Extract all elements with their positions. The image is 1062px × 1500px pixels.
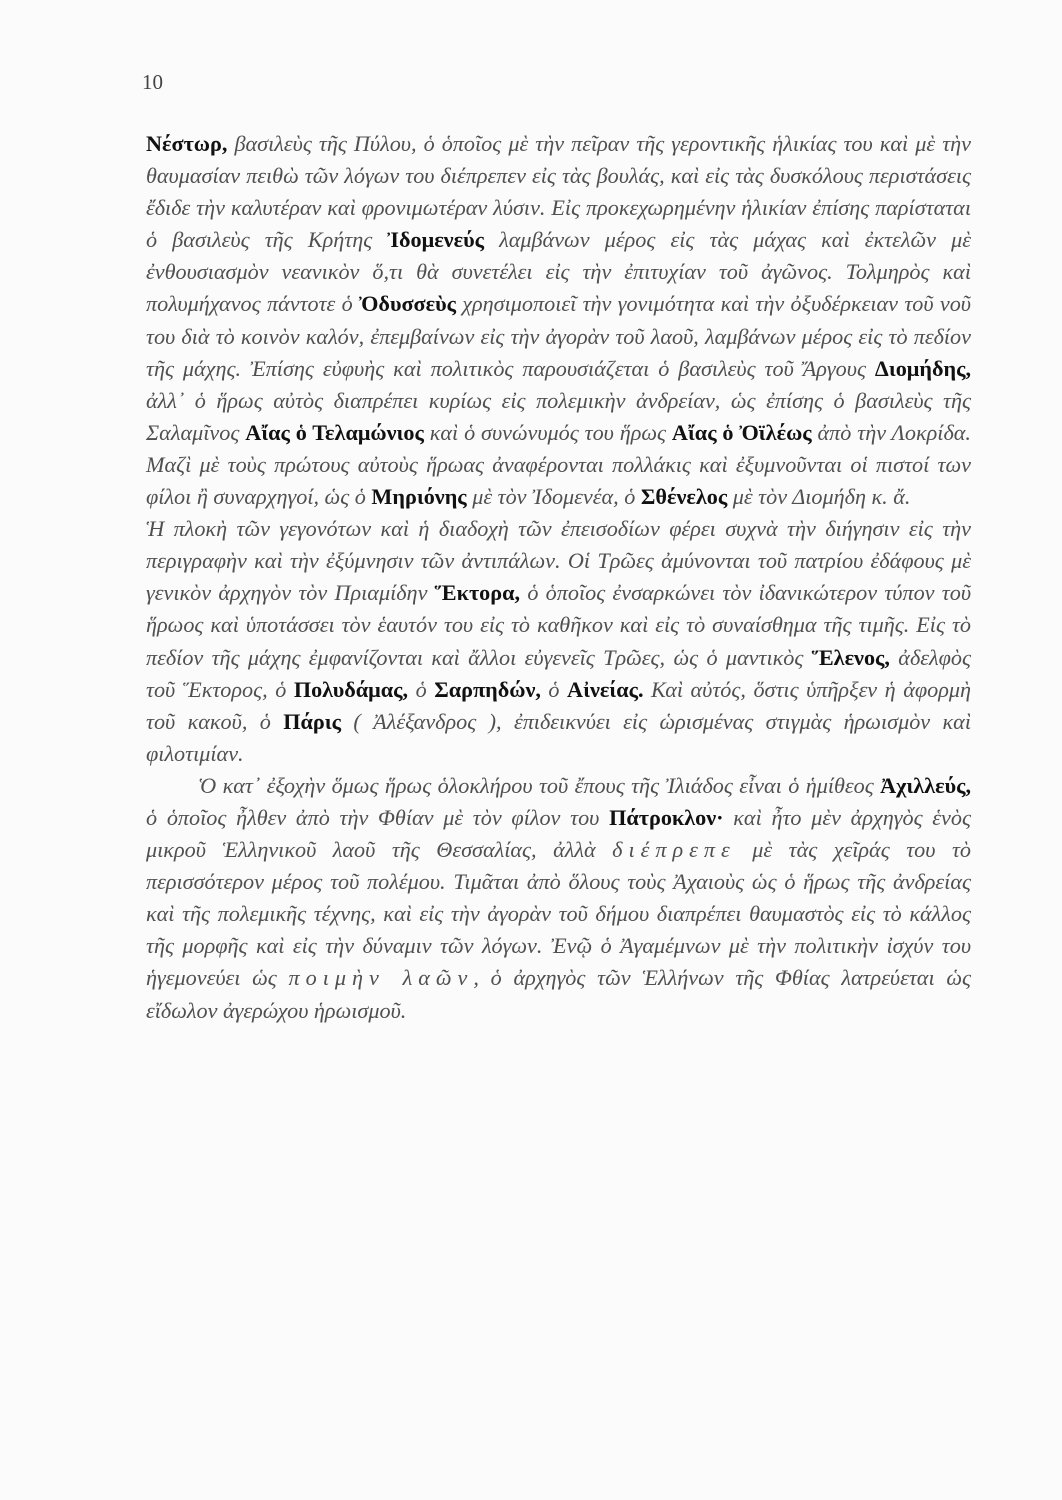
text-run: Καὶ αὐτός, ὅστις ὑπῆρξεν ἡ ἀφορμὴ τοῦ κακοῦ, ὁ	[146, 676, 972, 734]
text-run: ἀλλ᾽ ὁ ἥρως αὐτὸς διαπρέπει κυρίως εἰς πολεμικὴν ἀνδρείαν, ὡς ἐπίσης ὁ βασιλεὺς τῆς Σαλαμῖνος	[146, 387, 971, 445]
bold-name: Ὀδυσσεὺς	[359, 291, 456, 317]
text-run: ἀδελφὸς τοῦ Ἕκτορος, ὁ	[146, 644, 971, 702]
bold-name: Σαρπηδών,	[434, 676, 541, 702]
bold-name: Ἕκτορα,	[434, 580, 521, 606]
page-number: 10	[142, 70, 163, 94]
text-run: μὲ τὰς χεῖράς του τὸ περισσότερον μέρος τοῦ πολέμου. Τιμᾶται ἀπὸ ὅλους τοὺς Ἀχαιοὺς ὡς ὁ ἥρως τῆς ἀνδρείας καὶ τῆς πολεμικῆς τέχνης, καὶ εἰς τὴν ἀγορὰν τοῦ δήμου διαπρέπει θαυμαστὸς εἰς τὸ κάλλος τῆς μορφῆς καὶ εἰς τὴν δύναμιν τῶν λόγων. Ἐνῷ ὁ Ἀγαμέμνων μὲ τὴν πολιτικὴν ἰσχύν του ἡγεμονεύει ὡς	[146, 837, 971, 991]
text-run: ( Ἀλέξανδρος ), ἐπιδεικνύει εἰς ὡρισμένας στιγμὰς ἡρωισμὸν καὶ φιλοτιμίαν.	[146, 708, 971, 766]
bold-name: Νέστωρ,	[146, 131, 228, 156]
text-run: μὲ τὸν Ἰδομενέα, ὁ	[466, 484, 641, 510]
bold-name: Ἰδομενεύς	[387, 227, 484, 253]
text-run: καὶ ἦτο μὲν ἀρχηγὸς ἑνὸς μικροῦ Ἑλληνικοῦ λαοῦ τῆς Θεσσαλίας, ἀλλὰ	[146, 804, 971, 863]
text-run: ἀπὸ τὴν Λοκρίδα. Μαζὶ μὲ τοὺς πρώτους αὐτοὺς ἥρωας ἀναφέρονται πολλάκις καὶ ἐξυμνοῦνται οἱ πιστοί των φίλοι ἢ συναρχηγοί, ὡς ὁ	[146, 419, 971, 510]
paragraph	[146, 513, 971, 770]
bold-name: Σθένελος	[640, 484, 728, 510]
text-run: Ἡ πλοκὴ τῶν γεγονότων καὶ ἡ διαδοχὴ τῶν ἐπεισοδίων φέρει συχνὰ τὴν διήγησιν εἰς τὴν περιγραφὴν καὶ τὴν ἐξύμνησιν τῶν ἀντιπάλων. Οἱ Τρῶες ἀμύνονται τοῦ πατρίου ἐδάφους μὲ γενικὸν ἀρχηγὸν τὸν Πριαμίδην	[146, 516, 971, 606]
bold-name: Ἀχιλλεύς,	[880, 772, 971, 798]
bold-name: Πάτροκλον·	[609, 804, 724, 830]
body-text	[146, 128, 971, 1027]
text-run: ὁ ὁποῖος ἦλθεν ἀπὸ τὴν Φθίαν μὲ τὸν φίλον του	[146, 804, 610, 830]
bold-name: Διομήδης,	[874, 355, 971, 381]
paragraph	[146, 770, 971, 1027]
text-run: καὶ ὁ συνώνυμός του ἥρως	[423, 419, 672, 445]
text-run: λαμβάνων μέρος εἰς τὰς μάχας καὶ ἐκτελῶν μὲ ἐνθουσιασμὸν νεανικὸν ὅ,τι θὰ συνετέλει εἰς τὴν ἐπιτυχίαν τοῦ ἀγῶνος. Τολμηρὸς καὶ πολυμήχανος πάντοτε ὁ	[146, 227, 971, 317]
bold-name: Μηριόνης	[371, 484, 467, 510]
text-run: χρησιμοποιεῖ τὴν γονιμότητα καὶ τὴν ὀξυδέρκειαν τοῦ νοῦ του διὰ τὸ κοινὸν καλόν, ἐπεμβαίνων εἰς τὴν ἀγορὰν τοῦ λαοῦ, λαμβάνων μέρος εἰς τὸ πεδίον τῆς μάχης. Ἐπίσης εὐφυὴς καὶ πολιτικὸς παρουσιάζεται ὁ βασιλεὺς τοῦ Ἄργους	[146, 291, 971, 381]
bold-name: Αἰνείας.	[567, 676, 644, 702]
paragraph	[146, 128, 971, 513]
text-run: ὁ ὁποῖος ἐνσαρκώνει τὸν ἰδανικώτερον τύπον τοῦ ἥρωος καὶ ὑποτάσσει τὸν ἑαυτόν του εἰς τὸ καθῆκον καὶ εἰς τὸ συναίσθημα τῆς τιμῆς. Εἰς τὸ πεδίον τῆς μάχης ἐμφανίζονται καὶ ἄλλοι εὐγενεῖς Τρῶες, ὡς ὁ μαντικὸς	[146, 580, 971, 670]
text-run: βασιλεὺς τῆς Πύλου, ὁ ὁποῖος μὲ τὴν πεῖραν τῆς γεροντικῆς ἡλικίας του καὶ μὲ τὴν θαυμασίαν πειθὼ τῶν λόγων του διέπρεπεν εἰς τὰς βουλάς, καὶ εἰς τὰς δυσκόλους περιστάσεις ἔδιδε τὴν καλυτέραν καὶ φρονιμωτέραν λύσιν. Εἰς προκεχωρημένην ἡλικίαν ἐπίσης παρίσταται ὁ βασιλεὺς τῆς Κρήτης	[146, 131, 971, 253]
bold-name: Ἕλενος,	[811, 644, 890, 670]
spaced-text: ποιμὴν λαῶν	[288, 965, 474, 991]
bold-name: Πολυδάμας,	[293, 676, 409, 702]
text-run: Ὁ κατ᾽ ἐξοχὴν ὅμως ἥρως ὁλοκλήρου τοῦ ἔπους τῆς Ἰλιάδος εἶναι ὁ ἡμίθεος	[198, 772, 881, 798]
text-run: ὁ	[540, 676, 568, 702]
bold-name: Αἴας ὁ Τελαμώνιος	[245, 419, 424, 445]
bold-name: Πάρις	[283, 708, 342, 734]
spaced-text: διέπρεπε	[612, 837, 736, 863]
text-run: μὲ τὸν Διομήδη κ. ἄ.	[727, 484, 911, 510]
text-run: ὁ	[408, 676, 435, 702]
text-run: , ὁ ἀρχηγὸς τῶν Ἑλλήνων τῆς Φθίας λατρεύεται ὡς εἴδωλον ἀγερώχου ἡρωισμοῦ.	[146, 965, 972, 1023]
bold-name: Αἴας ὁ Ὀϊλέως	[671, 419, 812, 445]
